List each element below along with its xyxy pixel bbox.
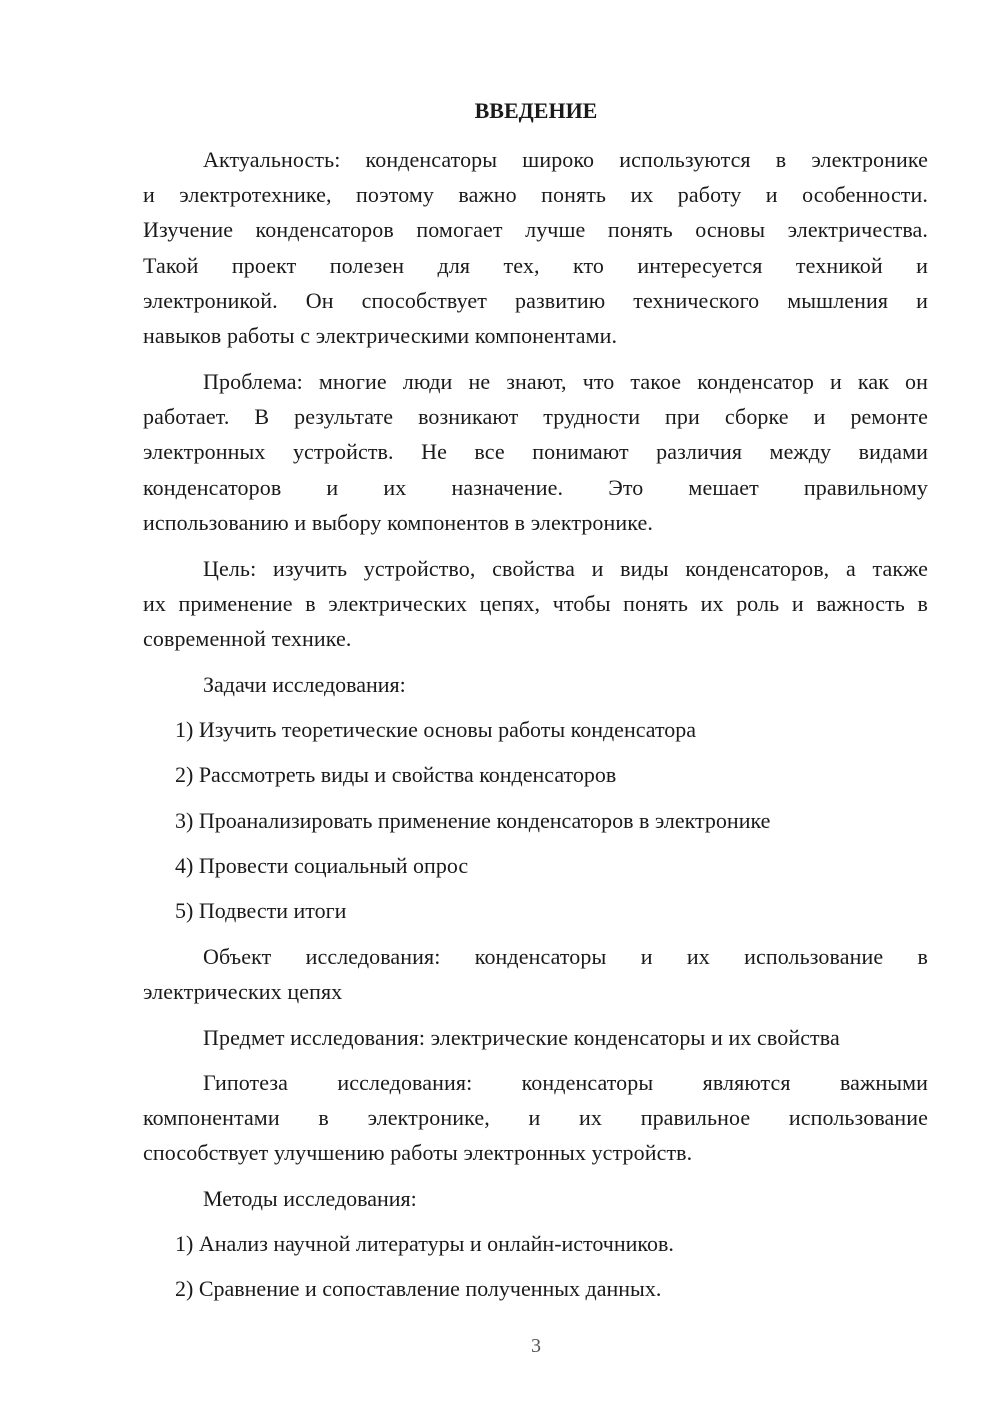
- task-item: 2) Рассмотреть виды и свойства конденсаторов: [175, 762, 617, 787]
- task-item: 5) Подвести итоги: [175, 898, 347, 923]
- method-item: 1) Анализ научной литературы и онлайн-источников.: [175, 1231, 674, 1256]
- goal-line: современной технике.: [143, 626, 352, 652]
- problem-paragraph: [143, 364, 928, 540]
- tasks-heading: Задачи исследования:: [203, 672, 406, 697]
- goal-line: Цель: изучить устройство, свойства и виды конденсаторов, а также: [203, 556, 928, 581]
- hypothesis-paragraph: [143, 1065, 928, 1171]
- task-item: 1) Изучить теоретические основы работы конденсатора: [175, 717, 697, 742]
- hypothesis-line: способствует улучшению работы электронных устройств.: [143, 1140, 693, 1166]
- problem-line: электронных устройств. Не все понимают различия между видами: [143, 439, 928, 465]
- method-item: 2) Сравнение и сопоставление полученных данных.: [175, 1276, 662, 1301]
- object-line: электрических цепях: [143, 979, 343, 1005]
- object-paragraph: [143, 939, 928, 1009]
- page-title: ВВЕДЕНИЕ: [474, 98, 598, 123]
- relevance-line: Актуальность: конденсаторы широко используются в электронике: [203, 147, 928, 172]
- hypothesis-line: Гипотеза исследования: конденсаторы являются важными: [203, 1070, 928, 1095]
- goal-paragraph: [143, 551, 928, 657]
- problem-line: использованию и выбору компонентов в электронике.: [143, 509, 653, 535]
- subject-line: Предмет исследования: электрические конденсаторы и их свойства: [203, 1025, 840, 1050]
- problem-line: работает. В результате возникают трудности при сборке и ремонте: [143, 404, 928, 430]
- task-item: 4) Провести социальный опрос: [175, 853, 469, 878]
- goal-line: их применение в электрических цепях, чтобы понять их роль и важность в: [143, 591, 928, 617]
- page-number: 3: [531, 1335, 541, 1357]
- methods-heading: Методы исследования:: [203, 1186, 417, 1211]
- relevance-paragraph: [143, 142, 928, 353]
- relevance-line: навыков работы с электрическими компонентами.: [143, 323, 618, 349]
- relevance-line: Такой проект полезен для тех, кто интересуется техникой и: [143, 252, 928, 278]
- problem-line: Проблема: многие люди не знают, что такое конденсатор и как он: [203, 369, 928, 394]
- hypothesis-line: компонентами в электронике, и их правильное использование: [143, 1105, 928, 1131]
- task-item: 3) Проанализировать применение конденсаторов в электронике: [175, 808, 771, 833]
- relevance-line: электроникой. Он способствует развитию технического мышления и: [143, 287, 928, 313]
- subject-paragraph: [143, 1020, 928, 1055]
- object-line: Объект исследования: конденсаторы и их использование в: [203, 944, 928, 969]
- problem-line: конденсаторов и их назначение. Это мешает правильному: [143, 474, 928, 500]
- relevance-line: Изучение конденсаторов помогает лучше понять основы электричества.: [143, 217, 928, 243]
- relevance-line: и электротехнике, поэтому важно понять их работу и особенности.: [143, 182, 928, 208]
